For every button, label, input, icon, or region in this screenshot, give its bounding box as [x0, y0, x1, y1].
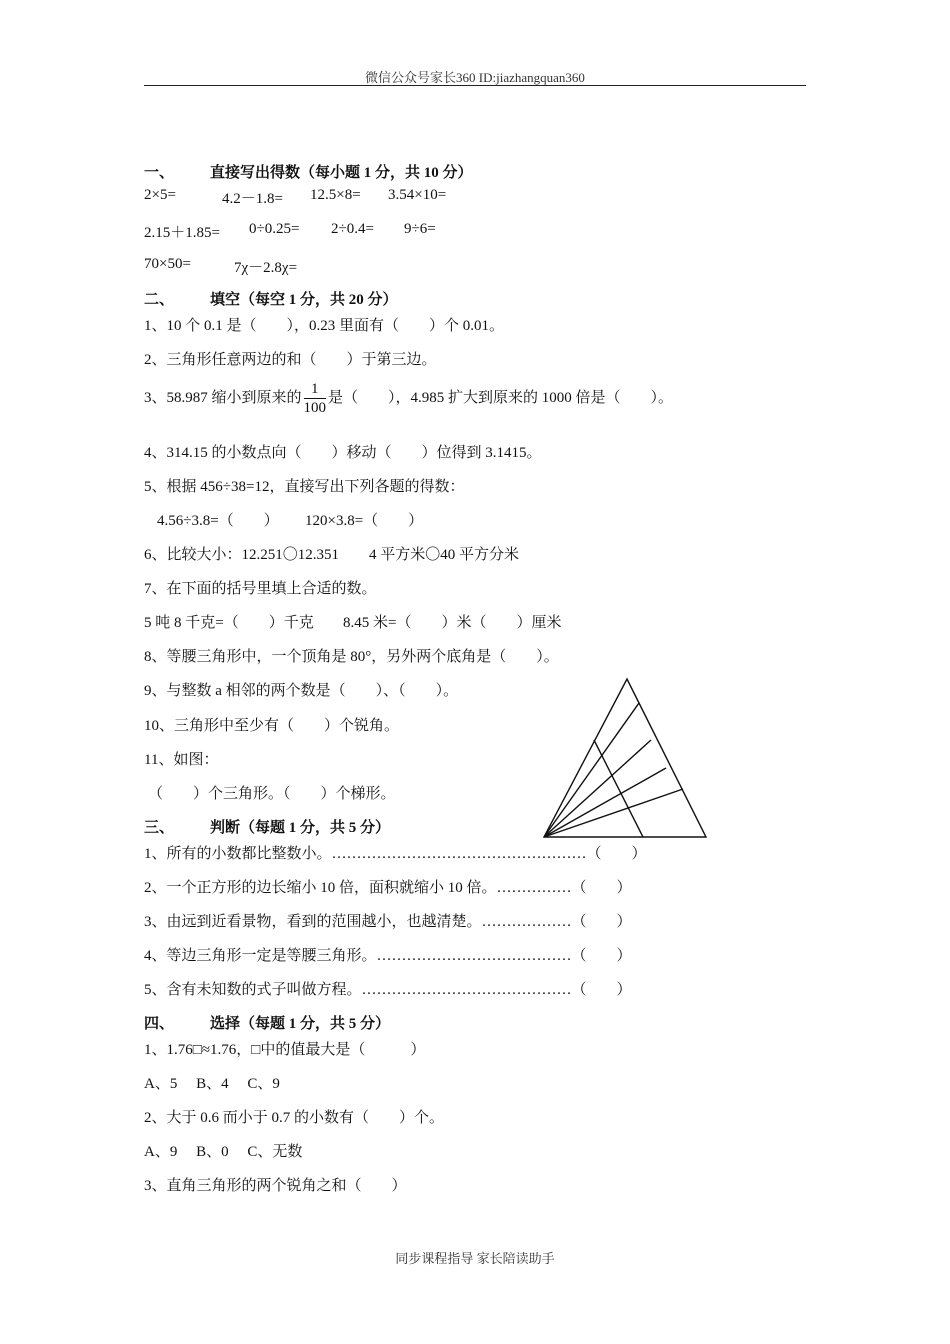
choice-options-2: A、9 B、0 C、无数 — [144, 1144, 303, 1160]
section-4-title: 选择（每题 1 分，共 5 分） — [210, 1016, 391, 1032]
calc-item: 0÷0.25= — [249, 221, 300, 237]
fill-question-10: 10、三角形中至少有（ ）个锐角。 — [144, 718, 400, 734]
calc-item: 7χ－2.8χ= — [234, 260, 298, 276]
calc-item: 70×50= — [144, 256, 191, 272]
fill-question-3-prefix: 3、58.987 缩小到原来的 — [144, 389, 302, 406]
fraction — [304, 380, 327, 417]
judge-item: 2、一个正方形的边长缩小 10 倍，面积就缩小 10 倍。……………（ ） — [144, 880, 632, 896]
fill-question-5a: 4.56÷3.8=（ ） — [157, 513, 279, 529]
fraction-numerator: 1 — [304, 380, 327, 399]
fill-question-6: 6、比较大小：12.251〇12.351 4 平方米〇40 平方分米 — [144, 547, 520, 563]
calc-item: 12.5×8= — [310, 187, 361, 203]
calc-item: 3.54×10= — [388, 187, 447, 203]
section-2-title: 填空（每空 1 分，共 20 分） — [210, 292, 398, 308]
judge-item: 1、所有的小数都比整数小。……………………………………………（ ） — [144, 846, 647, 862]
calc-item: 2.15＋1.85= — [144, 225, 220, 241]
calc-item: 9÷6= — [404, 221, 436, 237]
fill-question-4: 4、314.15 的小数点向（ ）移动（ ）位得到 3.1415。 — [144, 445, 542, 461]
fill-question-5b: 120×3.8=（ ） — [305, 513, 424, 529]
section-2-heading — [144, 288, 398, 309]
header-divider — [144, 85, 806, 86]
section-4-heading — [144, 1012, 390, 1033]
calc-item: 4.2－1.8= — [222, 191, 283, 207]
section-2-number: 二、 — [144, 292, 175, 308]
choice-options-1: A、5 B、4 C、9 — [144, 1076, 280, 1092]
ray-line — [544, 703, 639, 837]
judge-item: 5、含有未知数的式子叫做方程。……………………………………（ ） — [144, 982, 632, 998]
fill-question-7: 7、在下面的括号里填上合适的数。 — [144, 581, 377, 597]
judge-item: 3、由远到近看景物，看到的范围越小，也越清楚。………………（ ） — [144, 914, 632, 930]
calc-item: 2÷0.4= — [331, 221, 374, 237]
section-1-number: 一、 — [144, 165, 175, 181]
triangle-figure — [540, 675, 712, 843]
fill-question-5: 5、根据 456÷38=12，直接写出下列各题的得数： — [144, 479, 465, 495]
fill-question-11a: （ ）个三角形。（ ）个梯形。 — [148, 786, 396, 802]
fill-question-8: 8、等腰三角形中，一个顶角是 80°，另外两个底角是（ ）。 — [144, 649, 559, 665]
section-1-heading — [144, 161, 473, 182]
fill-question-3-suffix: 是（ ），4.985 扩大到原来的 1000 倍是（ ）。 — [328, 389, 674, 406]
choice-question-1: 1、1.76□≈1.76，□中的值最大是（ ） — [144, 1042, 426, 1058]
fill-question-1: 1、10 个 0.1 是（ ），0.23 里面有（ ）个 0.01。 — [144, 318, 505, 334]
fill-question-7b: 8.45 米=（ ）米（ ）厘米 — [343, 615, 562, 631]
section-3-title: 判断（每题 1 分，共 5 分） — [210, 820, 391, 836]
section-1-title: 直接写出得数（每小题 1 分，共 10 分） — [210, 165, 473, 181]
choice-question-2: 2、大于 0.6 而小于 0.7 的小数有（ ）个。 — [144, 1110, 445, 1126]
page-footer: 同步课程指导 家长陪读助手 — [395, 1251, 555, 1266]
judge-item: 4、等边三角形一定是等腰三角形。…………………………………（ ） — [144, 948, 632, 964]
section-4-number: 四、 — [144, 1016, 175, 1032]
page-header: 微信公众号家长360 ID:jiazhangquan360 — [365, 70, 585, 85]
choice-question-3: 3、直角三角形的两个锐角之和（ ） — [144, 1178, 407, 1194]
outer-triangle — [544, 679, 706, 837]
section-3-heading — [144, 816, 390, 837]
fill-question-2: 2、三角形任意两边的和（ ）于第三边。 — [144, 352, 437, 368]
fill-question-3 — [144, 380, 673, 417]
section-3-number: 三、 — [144, 820, 175, 836]
fill-question-7a: 5 吨 8 千克=（ ）千克 — [144, 615, 314, 631]
calc-item: 2×5= — [144, 187, 176, 203]
fraction-denominator: 100 — [303, 400, 327, 416]
fill-question-9: 9、与整数 a 相邻的两个数是（ ）、（ ）。 — [144, 683, 459, 699]
fill-question-11: 11、如图： — [144, 752, 219, 768]
